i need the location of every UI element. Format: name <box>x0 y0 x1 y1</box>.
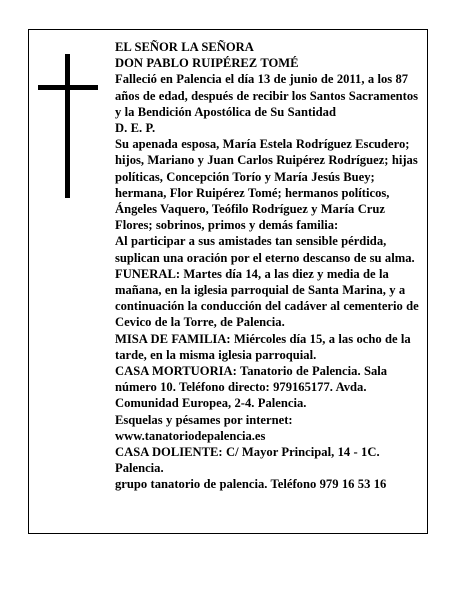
funeral-home-details: CASA MORTUORIA: Tanatorio de Palencia. Sala número 10. Teléfono directo: 979165177. Avda. Comunidad Europea, 2-4. Palencia. <box>115 364 388 411</box>
prayer-request: Al participar a sus amistades tan sensible pérdida, suplican una oración por el eterno descanso de su alma. <box>115 234 415 265</box>
cross-vertical-bar <box>65 54 70 198</box>
dep-abbreviation: D. E. P. <box>115 121 156 136</box>
death-notice: Falleció en Palencia el día 13 de junio de 2011, a los 87 años de edad, después de recibir los Santos Sacramentos y la Bendición Apostólica de Su Santidad <box>115 72 419 119</box>
cross-horizontal-bar <box>38 85 98 90</box>
mourning-house-details: CASA DOLIENTE: C/ Mayor Principal, 14 - 1C. Palencia. <box>115 445 380 476</box>
footer-contact: grupo tanatorio de palencia. Teléfono 979 16 53 16 <box>115 477 387 492</box>
deceased-name: DON PABLO RUIPÉREZ TOMÉ <box>115 56 299 71</box>
family-mass-details: MISA DE FAMILIA: Miércoles día 15, a las ocho de la tarde, en la misma iglesia parroquial. <box>115 331 411 362</box>
obituary-heading: EL SEÑOR LA SEÑORA <box>115 40 254 54</box>
funeral-details: FUNERAL: Martes día 14, a las diez y media de la mañana, en la iglesia parroquial de Santa Marina, y a continuación la conducción del cadáver al cementerio de Cevico de la Torre, de Palencia. <box>115 266 419 330</box>
family-list: Su apenada esposa, María Estela Rodríguez Escudero; hijos, Mariano y Juan Carlos Ruipérez Rodríguez; hijas políticas, Concepción Torío y María Jesús Buey; hermana, Flor Ruipérez Tomé; hermanos políticos, Ángeles Vaquero, Teófilo Rodríguez y María Cruz Flores; sobrinos, primos y demás familia: <box>115 137 418 233</box>
obituary-text <box>115 39 420 493</box>
online-condolences: Esquelas y pésames por internet: www.tanatoriodepalencia.es <box>115 412 293 443</box>
